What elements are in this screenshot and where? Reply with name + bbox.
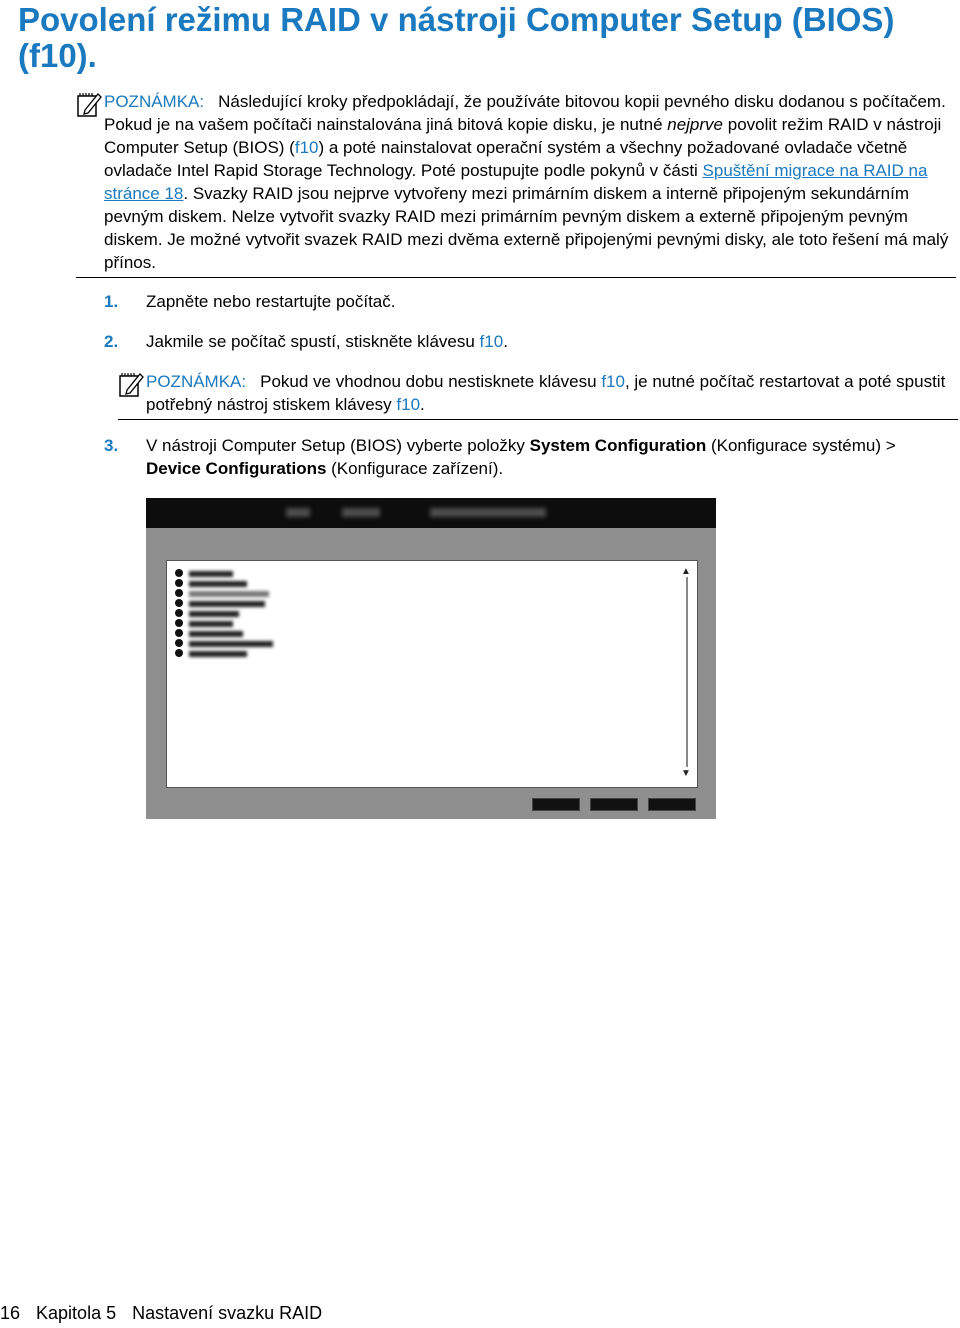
menu-device-configurations: Device Configurations [146, 459, 327, 478]
bios-menu-system-configuration [430, 508, 546, 517]
note-f10-timing: POZNÁMKA: Pokud ve vhodnou dobu nestisknete klávesu f10, je nutné počítač restartovat a poté spustit potřebný nástroj stiskem klávesy f10. [118, 370, 958, 420]
scroll-down-icon: ▼ [681, 768, 691, 779]
bullet-icon [175, 569, 183, 577]
note-label: POZNÁMKA: [146, 372, 247, 391]
step-number: 1. [104, 292, 119, 311]
bios-button [590, 798, 638, 811]
note-text: Následující kroky předpokládají, že používáte bitovou kopii pevného disku dodanou s počítačem. Pokud je na vašem počítači nainstalována jiná bitová kopie disku, je nutné [104, 92, 946, 134]
bios-option [175, 599, 295, 608]
bios-option [175, 649, 295, 658]
step-number: 3. [104, 436, 119, 455]
key-f10: f10 [601, 372, 625, 391]
step-2: 2. Jakmile se počítač spustí, stiskněte klávesu f10. [104, 332, 508, 351]
bios-menu-security [342, 508, 380, 517]
note-prerequisites [76, 90, 956, 278]
bios-option [175, 589, 295, 598]
bios-screenshot [146, 498, 716, 819]
raid-migration-link[interactable]: Spuštění migrace na RAID na stránce 18 [104, 161, 928, 203]
step-3: 3. V nástroji Computer Setup (BIOS) vyberte položky System Configuration (Konfigurace systému) > Device Configurations (Konfigurace zařízení). [104, 436, 896, 478]
note-icon [76, 90, 102, 118]
menu-system-configuration: System Configuration [529, 436, 707, 455]
note-label: POZNÁMKA: [104, 92, 205, 111]
bios-option [175, 639, 295, 648]
page-number: 16 [0, 1303, 21, 1323]
bios-option [175, 569, 295, 578]
bios-menu-file [286, 508, 310, 517]
section-label: Nastavení svazku RAID [132, 1303, 323, 1323]
bullet-icon [175, 609, 183, 617]
page-footer [0, 1302, 338, 1324]
key-f10: f10 [396, 395, 421, 414]
bios-option [175, 629, 295, 638]
bullet-icon [175, 619, 183, 627]
bullet-icon [175, 629, 183, 637]
scroll-up-icon: ▲ [681, 566, 691, 577]
page-title: Povolení režimu RAID v nástroji Computer Setup (BIOS) (f10). [18, 1, 895, 74]
bullet-icon [175, 649, 183, 657]
step-text: Jakmile se počítač spustí, stiskněte klávesu [146, 332, 480, 351]
bullet-icon [175, 599, 183, 607]
step-1 [104, 290, 944, 313]
note-icon [118, 370, 144, 398]
note-text: . Svazky RAID jsou nejprve vytvořeny mezi primárním diskem a interně připojeným sekundárním pevným diskem. Nelze vytvořit svazky RAID mezi primárním pevným diskem a externě připojeným pevným diskem. Je možné vytvořit svazek RAID mezi dvěma externě připojenými pevnými disky, ale toto řešení má malý přínos. [104, 184, 949, 272]
bios-options-panel [166, 560, 698, 788]
key-f10: f10 [294, 138, 319, 157]
bios-button [648, 798, 696, 811]
bullet-icon [175, 639, 183, 647]
step-number: 2. [104, 332, 119, 351]
bios-button [532, 798, 580, 811]
note-text: povolit režim RAID v nástroji Computer Setup (BIOS) ( [104, 115, 942, 157]
bios-scrollbar [681, 567, 693, 779]
note-emphasis: nejprve [667, 115, 724, 134]
bios-menubar [146, 498, 716, 528]
note-text: ) a poté nainstalovat operační systém a všechny požadované ovladače včetně ovladače Intel Rapid Storage Technology. Poté postupujte podle pokynů v části [104, 138, 908, 180]
bios-option [175, 609, 295, 618]
step-text: Zapněte nebo restartujte počítač. [146, 292, 396, 311]
bullet-icon [175, 579, 183, 587]
chapter-label: Kapitola 5 [36, 1303, 117, 1323]
bios-option [175, 579, 295, 588]
bullet-icon [175, 589, 183, 597]
bios-option [175, 619, 295, 628]
key-f10: f10 [479, 332, 504, 351]
